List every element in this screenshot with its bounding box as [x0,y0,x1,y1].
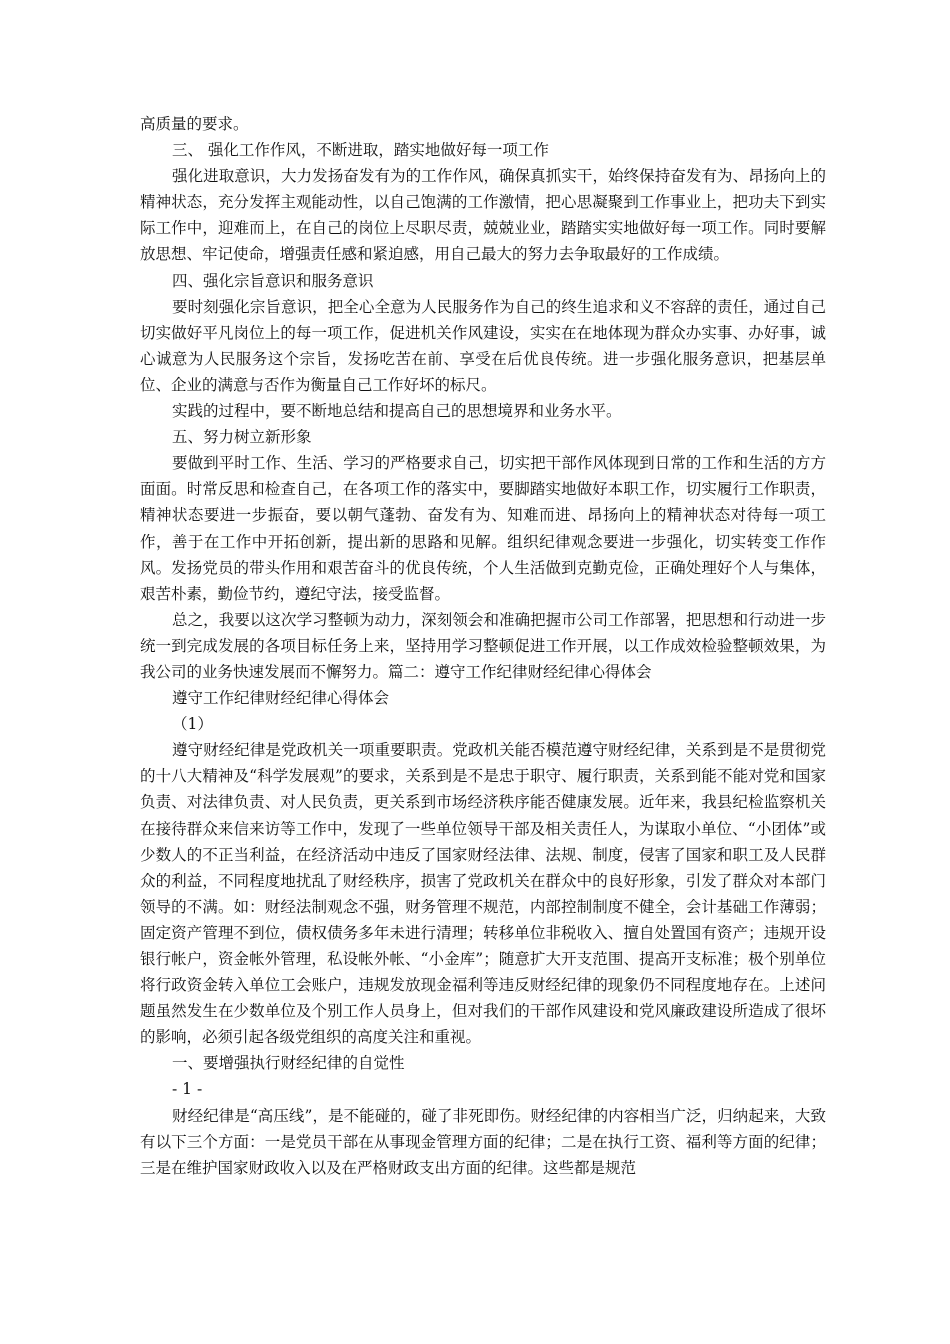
body-paragraph: 要做到平时工作、生活、学习的严格要求自己，切实把干部作风体现到日常的工作和生活的方方面面。时常反思和检查自己，在各项工作的落实中，要脚踏实地做好本职工作，切实履行工作职责，精神状态要进一步振奋，要以朝气蓬勃、奋发有为、知难而进、昂扬向上的精神状态对待每一项工作，善于在工作中开拓创新，提出新的思路和见解。组织纪律观念要进一步强化，切实转变工作作风。发扬党员的带头作用和艰苦奋斗的优良传统，个人生活做到克勤克俭，正确处理好个人与集体，艰苦朴素，勤俭节约，遵纪守法，接受监督。 [140,454,826,603]
part-number: （1） [172,715,213,734]
article-title: 遵守工作纪律财经纪律心得体会 [172,689,390,708]
body-paragraph: 总之，我要以这次学习整顿为动力，深刻领会和准确把握市公司工作部署，把思想和行动进一步统一到完成发展的各项目标任务上来，坚持用学习整顿促进工作开展，以工作成效检验整顿效果，为我公司的业务快速发展而不懈努力。篇二：遵守工作纪律财经纪律心得体会 [140,610,826,681]
body-paragraph: 要时刻强化宗旨意识，把全心全意为人民服务作为自己的终生追求和义不容辞的责任，通过自己切实做好平凡岗位上的每一项工作，促进机关作风建设，实实在在地体现为群众办实事、办好事，诚心诚意为人民服务这个宗旨，发扬吃苦在前、享受在后优良传统。进一步强化服务意识，把基层单位、企业的满意与否作为衡量自己工作好坏的标尺。 [140,297,826,394]
page-number: - 1 - [172,1080,203,1099]
section-heading-1: 一、要增强执行财经纪律的自觉性 [172,1054,405,1073]
body-paragraph: 实践的过程中，要不断地总结和提高自己的思想境界和业务水平。 [172,402,622,421]
paragraph-continuation: 高质量的要求。 [140,115,249,133]
section-heading-3: 三、 强化工作作风，不断进取，踏实地做好每一项工作 [172,141,549,160]
section-heading-5: 五、努力树立新形象 [172,428,312,447]
section-heading-4: 四、强化宗旨意识和服务意识 [172,271,374,290]
body-paragraph: 强化进取意识，大力发扬奋发有为的工作作风，确保真抓实干，始终保持奋发有为、昂扬向上的精神状态，充分发挥主观能动性，以自己饱满的工作激情，把心思凝聚到工作事业上，把功夫下到实际工作中，迎难而上，在自己的岗位上尽职尽责，兢兢业业，踏踏实实地做好每一项工作。同时要解放思想、牢记使命，增强责任感和紧迫感，用自己最大的努力去争取最好的工作成绩。 [140,167,826,264]
body-paragraph: 财经纪律是“高压线”，是不能碰的，碰了非死即伤。财经纪律的内容相当广泛，归纳起来，大致有以下三个方面：一是党员干部在从事现金管理方面的纪律；二是在执行工资、福利等方面的纪律；三是在维护国家财政收入以及在严格财政支出方面的纪律。这些都是规范 [140,1106,826,1177]
body-paragraph: 遵守财经纪律是党政机关一项重要职责。党政机关能否模范遵守财经纪律，关系到是不是贯彻党的十八大精神及“科学发展观”的要求，关系到是不是忠于职守、履行职责，关系到能不能对党和国家负责、对法律负责、对人民负责，更关系到市场经济秩序能否健康发展。近年来，我县纪检监察机关在接待群众来信来访等工作中，发现了一些单位领导干部及相关责任人，为谋取小单位、“小团体”或少数人的不正当利益，在经济活动中违反了国家财经法律、法规、制度，侵害了国家和职工及人民群众的利益，不同程度地扰乱了财经秩序，损害了党政机关在群众中的良好形象，引发了群众对本部门领导的不满。如：财经法制观念不强，财务管理不规范，内部控制制度不健全，会计基础工作薄弱；固定资产管理不到位，债权债务多年未进行清理；转移单位非税收入、擅自处置国有资产；违规开设银行帐户，资金帐外管理，私设帐外帐、“小金库”；随意扩大开支范围、提高开支标准；极个别单位将行政资金转入单位工会账户，违规发放现金福利等违反财经纪律的现象仍不同程度地存在。上述问题虽然发生在少数单位及个别工作人员身上，但对我们的干部作风建设和党风廉政建设所造成了很坏的影响，必须引起各级党组织的高度关注和重视。 [140,741,826,1047]
document-page [140,111,826,1181]
